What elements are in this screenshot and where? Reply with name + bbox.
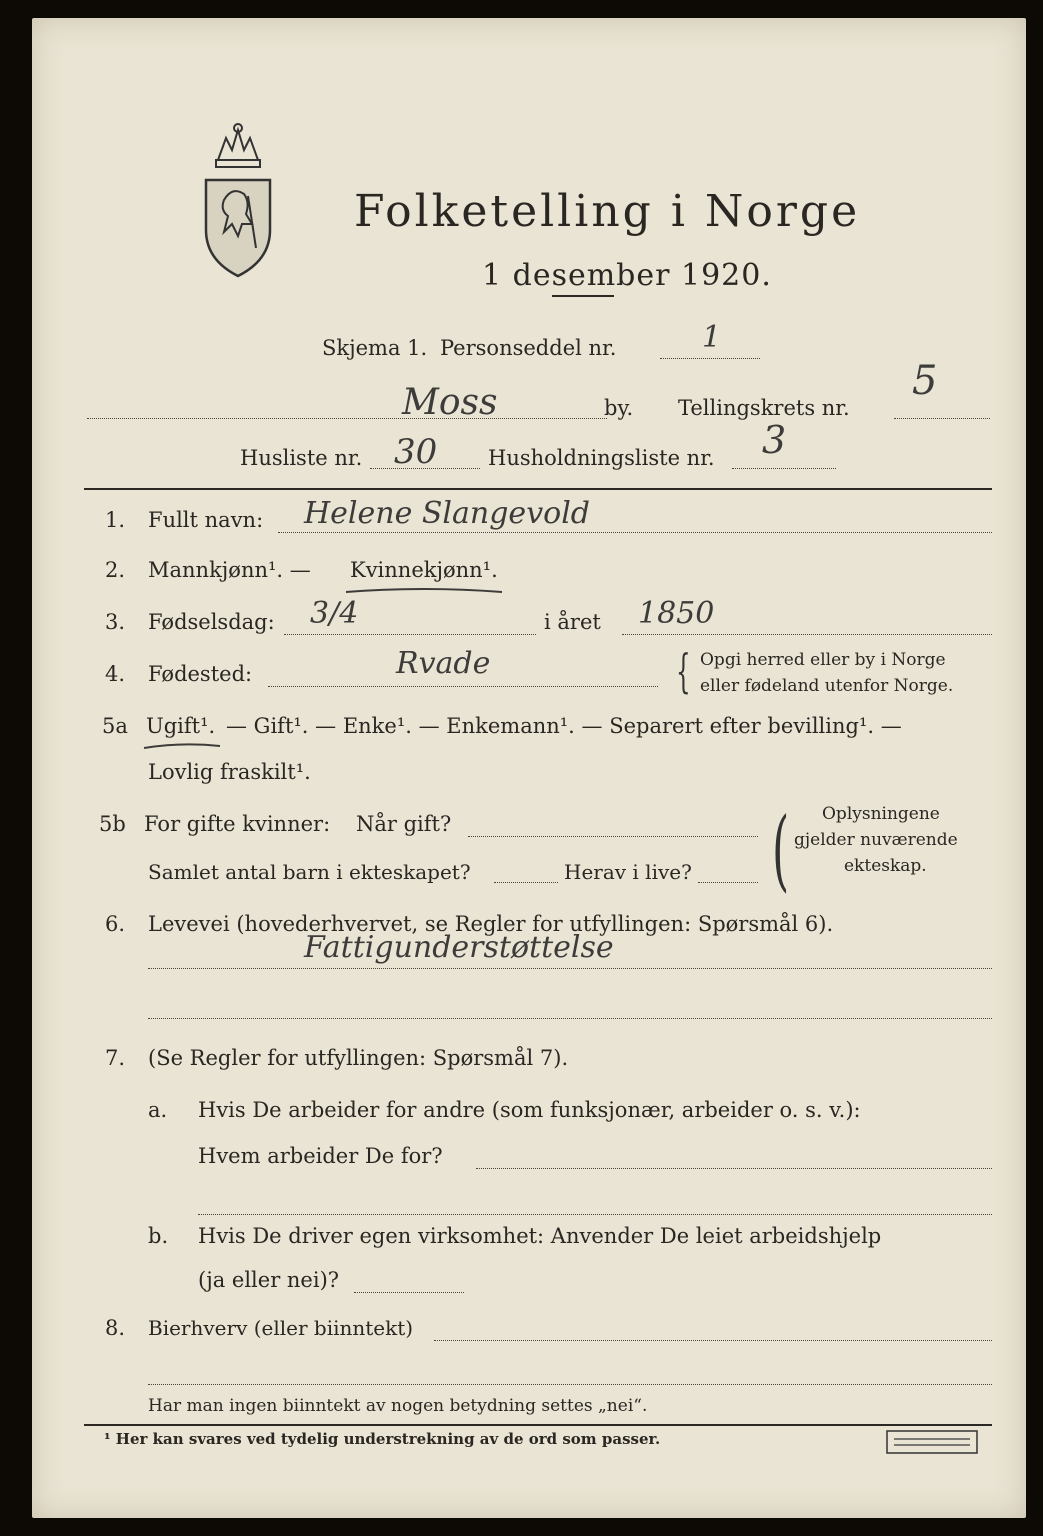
skjema-label: Skjema 1. (322, 336, 428, 360)
q7a-label: Hvis De arbeider for andre (som funksjonær, arbeider o. s. v.): (198, 1098, 861, 1122)
personseddel-label: Personseddel nr. (440, 336, 617, 360)
q1-label: Fullt navn: (148, 508, 264, 532)
husliste-value[interactable]: 30 (394, 432, 438, 472)
q4-value[interactable]: Rvade (396, 646, 491, 681)
q5b-live-dots (698, 882, 758, 883)
q1-dots (278, 532, 992, 533)
q1-value[interactable]: Helene Slangevold (304, 496, 590, 531)
q3-year-label: i året (544, 610, 601, 634)
form-date: 1 desember 1920. (482, 258, 772, 293)
q4-brace: { (676, 644, 691, 698)
tellingskrets-label: Tellingskrets nr. (678, 396, 850, 420)
by-value[interactable]: Moss (402, 382, 498, 423)
coat-of-arms-icon (198, 120, 278, 280)
q5b-number: 5b (99, 812, 126, 836)
q5b-note-line1: Oplysningene (822, 804, 940, 824)
q2-male: Mannkjønn¹. — (148, 558, 311, 582)
q5b-note-line3: ekteskap. (844, 856, 927, 876)
q5a-number: 5a (102, 714, 128, 738)
q5a-underline-mark (142, 742, 222, 752)
q6-dots-1 (148, 968, 992, 969)
q8-label: Bierhverv (eller biinntekt) (148, 1316, 414, 1340)
q6-label: Levevei (hovederhvervet, se Regler for utfyllingen: Spørsmål 6). (148, 912, 834, 936)
footnote: ¹ Her kan svares ved tydelig understrekning av de ord som passer. (104, 1430, 661, 1448)
printer-stamp-icon (886, 1430, 978, 1454)
q8-dots-2 (148, 1384, 992, 1385)
personseddel-dots (660, 358, 760, 359)
by-label: by. (604, 396, 634, 420)
q3-year-dots (622, 634, 992, 635)
q2-female: Kvinnekjønn¹. (350, 558, 498, 582)
q7b-number: b. (148, 1224, 169, 1248)
q1-number: 1. (105, 508, 126, 532)
form-title: Folketelling i Norge (354, 186, 861, 237)
q6-value[interactable]: Fattigunderstøttelse (304, 930, 614, 965)
q2-underline-mark (344, 586, 504, 598)
q7b-dots (354, 1292, 464, 1293)
q7a-dots-2 (198, 1214, 992, 1215)
q7a-hvem: Hvem arbeider De for? (198, 1144, 443, 1168)
q5b-brace: ( (772, 798, 790, 901)
q5b-label: For gifte kvinner: (144, 812, 331, 836)
q4-note-line2: eller fødeland utenfor Norge. (700, 676, 954, 696)
q7-label: (Se Regler for utfyllingen: Spørsmål 7). (148, 1046, 569, 1070)
q5a-line2: Lovlig fraskilt¹. (148, 760, 311, 784)
q7-number: 7. (105, 1046, 126, 1070)
q7a-number: a. (148, 1098, 168, 1122)
q3-dots (284, 634, 536, 635)
q5b-naar-dots (468, 836, 758, 837)
q5b-live: Herav i live? (564, 860, 692, 884)
q8-note: Har man ingen biinntekt av nogen betydning settes „nei“. (148, 1396, 648, 1416)
q3-label: Fødselsdag: (148, 610, 275, 634)
census-form (32, 18, 1026, 1518)
q7a-dots-1 (476, 1168, 992, 1169)
q8-number: 8. (105, 1316, 126, 1340)
husholdning-value[interactable]: 3 (762, 418, 787, 462)
title-divider (552, 295, 614, 297)
q4-label: Fødested: (148, 662, 253, 686)
q6-dots-2 (148, 1018, 992, 1019)
husholdning-label: Husholdningsliste nr. (488, 446, 715, 470)
q5b-barn: Samlet antal barn i ekteskapet? (148, 860, 471, 884)
q5b-note-line2: gjelder nuværende (794, 830, 958, 850)
q7b-label: Hvis De driver egen virksomhet: Anvender De leiet arbeidshjelp (198, 1224, 882, 1248)
tellingskrets-dots (894, 418, 990, 419)
q3-year-value[interactable]: 1850 (638, 596, 715, 631)
q3-value[interactable]: 3/4 (310, 596, 359, 631)
q4-dots (268, 686, 658, 687)
q2-number: 2. (105, 558, 126, 582)
q3-number: 3. (105, 610, 126, 634)
q8-dots-1 (434, 1340, 992, 1341)
footer-rule (84, 1424, 992, 1426)
tellingskrets-value[interactable]: 5 (912, 358, 938, 404)
q4-note-line1: Opgi herred eller by i Norge (700, 650, 946, 670)
personseddel-value[interactable]: 1 (702, 320, 722, 355)
q5b-naar-gift: Når gift? (356, 812, 452, 836)
by-dots (87, 418, 607, 419)
header-rule (84, 488, 992, 490)
q5a-options: — Gift¹. — Enke¹. — Enkemann¹. — Separert efter bevilling¹. — (226, 714, 902, 738)
husholdning-dots (732, 468, 836, 469)
q5b-barn-dots (494, 882, 558, 883)
q6-number: 6. (105, 912, 126, 936)
q4-number: 4. (105, 662, 126, 686)
q5a-ugift: Ugift¹. (146, 714, 216, 738)
q7b-ja: (ja eller nei)? (198, 1268, 340, 1292)
husliste-label: Husliste nr. (240, 446, 363, 470)
